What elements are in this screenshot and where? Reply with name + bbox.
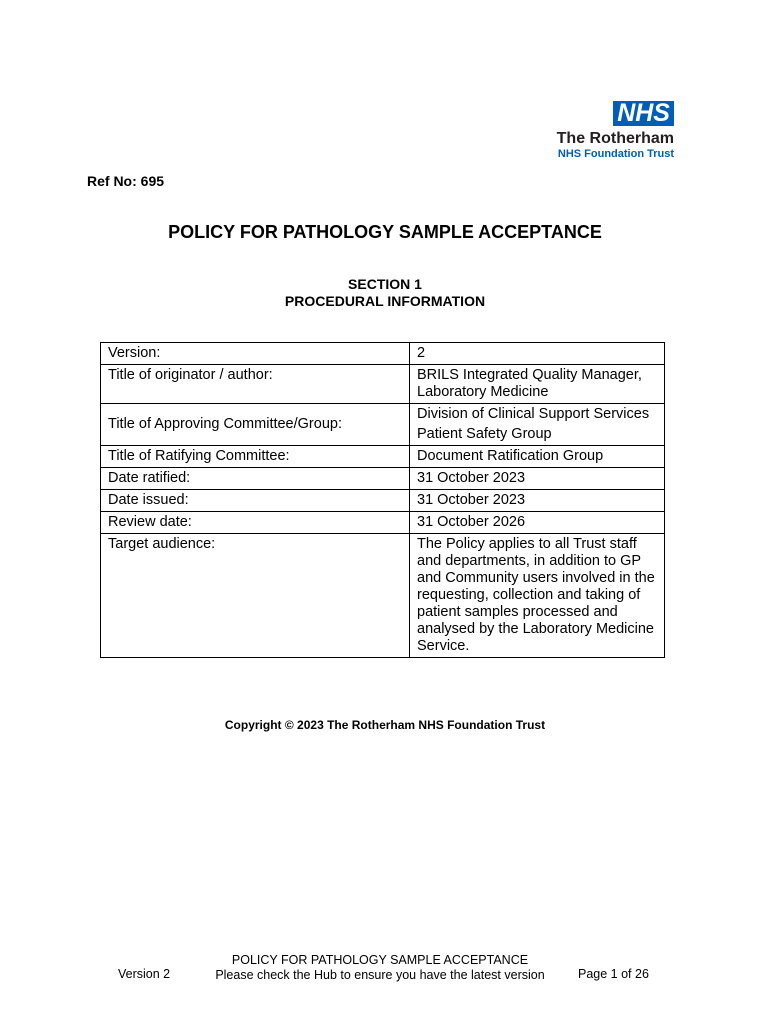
section-name: PROCEDURAL INFORMATION — [284, 293, 486, 309]
target-audience-label: Target audience: — [101, 534, 410, 658]
table-row — [101, 468, 665, 490]
approving-committee-label: Title of Approving Committee/Group: — [101, 404, 410, 446]
approving-committee-group: Patient Safety Group — [417, 426, 552, 442]
nhs-badge: NHS — [613, 101, 674, 126]
nhs-logo — [534, 101, 674, 161]
table-row — [101, 446, 665, 468]
footer-center — [195, 953, 565, 983]
originator-label: Title of originator / author: — [101, 365, 410, 404]
approving-committee-value — [410, 404, 665, 446]
table-row — [101, 404, 665, 446]
table-row — [101, 365, 665, 404]
table-row — [101, 512, 665, 534]
version-value: 2 — [410, 343, 665, 365]
footer-version: Version 2 — [118, 967, 171, 981]
org-subtitle: NHS Foundation Trust — [557, 148, 674, 160]
org-name: The Rotherham — [556, 130, 674, 147]
date-ratified-value: 31 October 2023 — [410, 468, 665, 490]
version-label: Version: — [101, 343, 410, 365]
document-title: POLICY FOR PATHOLOGY SAMPLE ACCEPTANCE — [168, 222, 602, 242]
footer-notice: Please check the Hub to ensure you have the latest version — [215, 968, 545, 982]
approving-committee-division: Division of Clinical Support Services — [417, 406, 650, 422]
originator-value: BRILS Integrated Quality Manager, Laboratory Medicine — [410, 365, 665, 404]
section-heading — [0, 276, 770, 310]
copyright-notice: Copyright © 2023 The Rotherham NHS Foundation Trust — [224, 718, 546, 732]
review-date-value: 31 October 2026 — [410, 512, 665, 534]
table-row — [101, 343, 665, 365]
date-issued-label: Date issued: — [101, 490, 410, 512]
date-issued-value: 31 October 2023 — [410, 490, 665, 512]
review-date-label: Review date: — [101, 512, 410, 534]
procedural-info-table — [100, 342, 665, 658]
ratifying-committee-value: Document Ratification Group — [410, 446, 665, 468]
target-audience-value: The Policy applies to all Trust staff and departments, in addition to GP and Community users involved in the requesting, collection and taking of patient samples processed and analysed by the Laboratory Medicine Service. — [410, 534, 665, 658]
table-row — [101, 534, 665, 658]
footer-title: POLICY FOR PATHOLOGY SAMPLE ACCEPTANCE — [231, 953, 529, 967]
date-ratified-label: Date ratified: — [101, 468, 410, 490]
footer-page-number: Page 1 of 26 — [578, 967, 649, 981]
reference-number: Ref No: 695 — [87, 173, 165, 189]
section-number: SECTION 1 — [348, 276, 422, 292]
ratifying-committee-label: Title of Ratifying Committee: — [101, 446, 410, 468]
table-row — [101, 490, 665, 512]
